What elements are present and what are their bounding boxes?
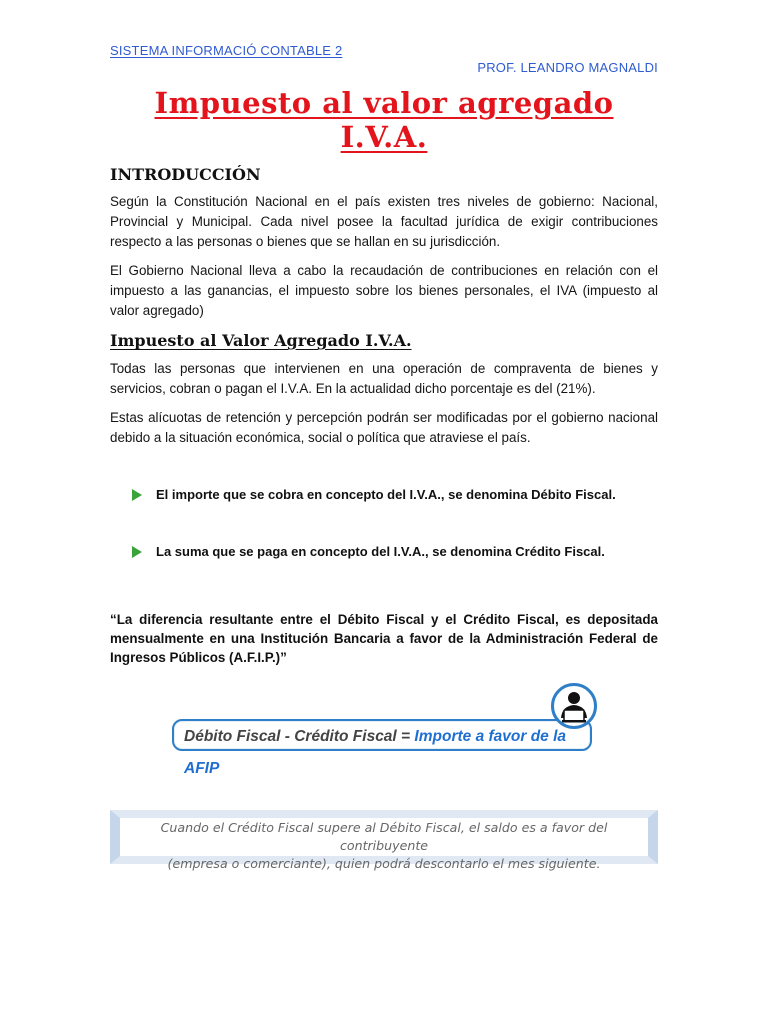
note-box [110,810,658,871]
formula-result: Importe a favor de la AFIP [184,728,567,777]
header-course-name: SISTEMA INFORMACIÓ CONTABLE 2 [110,43,343,58]
bullet-credito-fiscal [133,544,605,559]
header-professor: PROF. LEANDRO MAGNALDI [477,60,658,75]
quote-paragraph: “La diferencia resultante entre el Débito Fiscal y el Crédito Fiscal, es depositada mensualmente en una Institución Bancaria a favor de la Administración Federal de Ingresos Públicos (A.F.I.P.)” [110,612,658,665]
intro-heading: INTRODUCCIÓN [110,165,261,184]
intro-paragraph-1: Según la Constitución Nacional en el país existen tres niveles de gobierno: Nacional, Provincial y Municipal. Cada nivel posee la facultad jurídica de exigir contribuciones respecto a las personas o bienes que se hallan en su jurisdicción. [110,194,658,249]
note-line-1: Cuando el Crédito Fiscal supere al Débito Fiscal, el saldo es a favor del contribuyente [160,820,608,853]
page-subtitle: I.V.A. [340,120,428,154]
iva-heading: Impuesto al Valor Agregado I.V.A. [110,331,412,350]
page-title: Impuesto al valor agregado [154,86,614,120]
person-laptop-icon [551,683,597,729]
note-line-2: (empresa o comerciante), quien podrá descontarlo el mes siguiente. [167,856,601,871]
bullet-text: El importe que se cobra en concepto del I.V.A., se denomina Débito Fiscal. [156,487,616,502]
bullet-text: La suma que se paga en concepto del I.V.A., se denomina Crédito Fiscal. [156,544,605,559]
bullet-debito-fiscal [133,487,616,502]
formula-left: Débito Fiscal - Crédito Fiscal = [184,728,411,745]
arrowhead-bullet-icon [132,546,142,558]
iva-paragraph-1: Todas las personas que intervienen en una operación de compraventa de bienes y servicios, cobran o pagan el I.V.A. En la actualidad dicho porcentaje es del (21%). [110,361,658,396]
iva-paragraph-2: Estas alícuotas de retención y percepción podrán ser modificadas por el gobierno nacional debido a la situación económica, social o política que atraviese el país. [110,410,658,445]
intro-paragraph-2: El Gobierno Nacional lleva a cabo la recaudación de contribuciones en relación con el impuesto a las ganancias, el impuesto sobre los bienes personales, el IVA (impuesto al valor agregado) [110,263,658,318]
formula-box [172,719,592,777]
arrowhead-bullet-icon [132,489,142,501]
